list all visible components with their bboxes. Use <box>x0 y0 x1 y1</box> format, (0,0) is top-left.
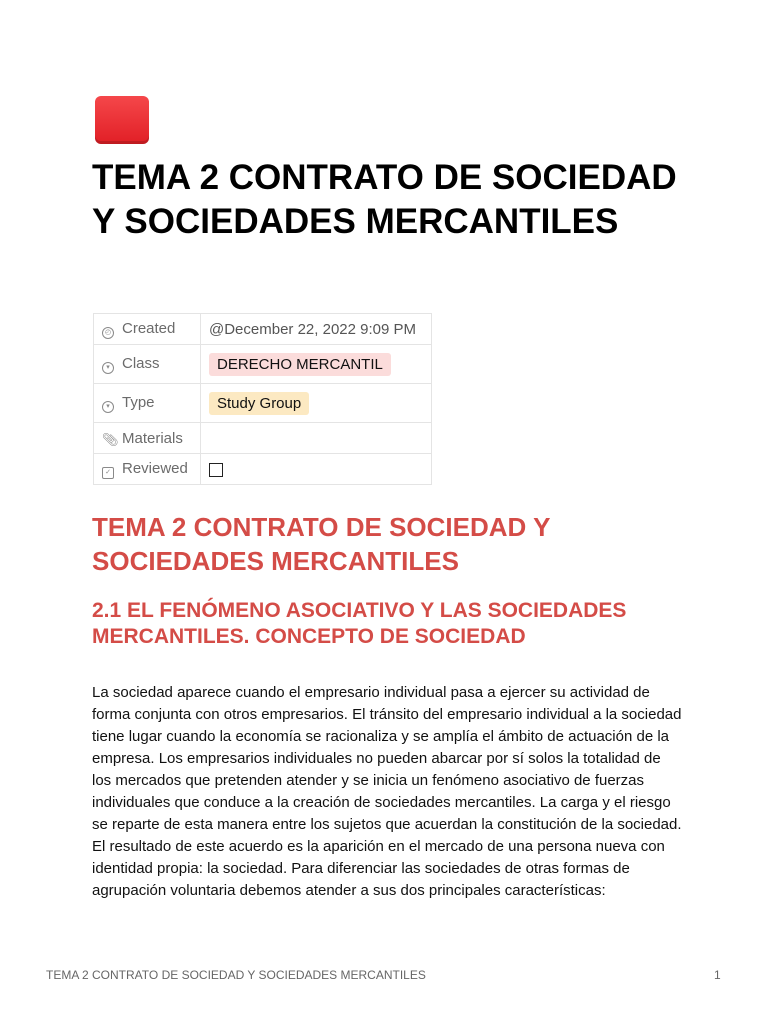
properties-table <box>93 313 432 485</box>
property-row-created <box>94 314 432 345</box>
red-square-icon <box>95 96 149 144</box>
reviewed-checkbox[interactable] <box>209 463 223 477</box>
property-value-materials[interactable] <box>201 423 432 454</box>
property-label: Class <box>122 354 160 372</box>
property-key <box>94 384 201 423</box>
property-value-type[interactable] <box>201 384 432 423</box>
property-label: Materials <box>122 429 183 447</box>
property-label: Reviewed <box>122 459 188 477</box>
property-row-materials <box>94 423 432 454</box>
property-value-reviewed <box>201 454 432 485</box>
body-paragraph: La sociedad aparece cuando el empresario individual pasa a ejercer su actividad de forma conjunta con otros empresarios. El tránsito del empresario individual a la sociedad tiene lugar cuando la economía se racionaliza y se amplía el ámbito de actuación de la empresa. Los empresarios individuales no pueden abarcar por sí solos la totalidad de los mercados que pretenden atender y se inicia un fenómeno asociativo de fuerzas individuales que conduce a la creación de sociedades mercantiles. La carga y el riesgo se reparte de esta manera entre los sujetos que acuerdan la constitución de la sociedad. El resultado de este acuerdo es la aparición en el mercado de una persona nueva con identidad propia: la sociedad. Para diferenciar las sociedades de otras formas de agrupación voluntaria debemos atender a sus dos principales características: <box>92 684 682 899</box>
property-label: Created <box>122 319 176 337</box>
property-value-created: @December 22, 2022 9:09 PM <box>201 314 432 345</box>
select-icon: ▾ <box>102 401 114 413</box>
property-key <box>94 423 201 454</box>
footer-title: TEMA 2 CONTRATO DE SOCIEDAD Y SOCIEDADES MERCANTILES <box>46 968 426 982</box>
page-number: 1 <box>714 968 721 982</box>
property-value-class[interactable] <box>201 345 432 384</box>
paperclip-icon: 📎︎ <box>102 431 119 447</box>
page-title: TEMA 2 CONTRATO DE SOCIEDAD Y SOCIEDADES MERCANTILES <box>92 158 677 241</box>
property-key <box>94 314 201 345</box>
heading-2: 2.1 EL FENÓMENO ASOCIATIVO Y LAS SOCIEDADES MERCANTILES. CONCEPTO DE SOCIEDAD <box>92 599 627 648</box>
property-label: Type <box>122 393 155 411</box>
select-icon: ▾ <box>102 362 114 374</box>
type-tag[interactable]: Study Group <box>209 392 309 415</box>
checkbox-icon: ✓ <box>102 467 114 479</box>
property-key <box>94 454 201 485</box>
property-row-class <box>94 345 432 384</box>
clock-icon: ◴ <box>102 327 114 339</box>
property-key <box>94 345 201 384</box>
heading-1: TEMA 2 CONTRATO DE SOCIEDAD Y SOCIEDADES MERCANTILES <box>92 512 550 576</box>
property-row-reviewed <box>94 454 432 485</box>
property-row-type <box>94 384 432 423</box>
class-tag[interactable]: DERECHO MERCANTIL <box>209 353 391 376</box>
